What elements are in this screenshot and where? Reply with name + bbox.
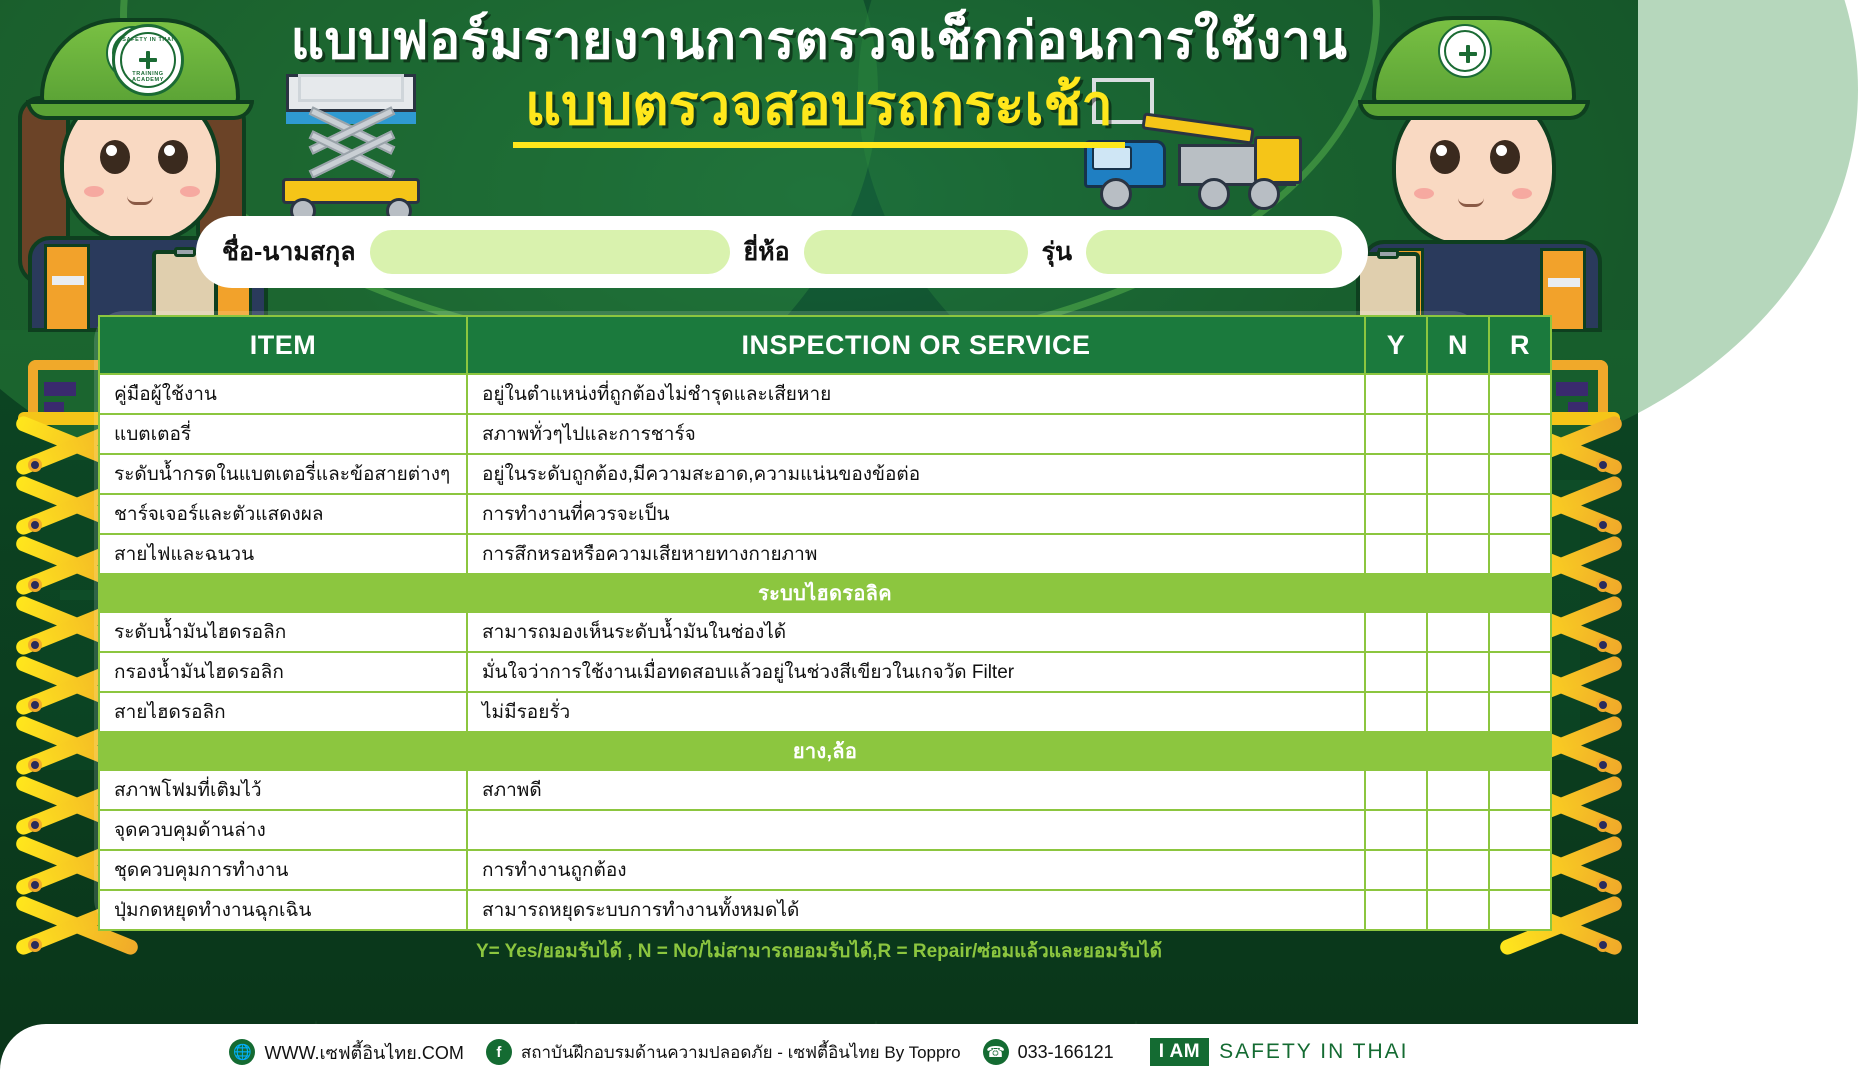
phone-text: 033-166121	[1017, 1041, 1114, 1062]
logo-bottom-text: TRAINING ACADEMY	[131, 71, 164, 83]
title-block	[0, 14, 1638, 148]
brand-label: ยี่ห้อ	[743, 238, 790, 266]
cell-item: คู่มือผู้ใช้งาน	[99, 374, 467, 414]
facebook-item[interactable]	[486, 1039, 961, 1066]
table-row	[99, 534, 1551, 574]
cell-inspection	[467, 810, 1365, 850]
brand-name-text: SAFETY IN THAI	[1219, 1040, 1409, 1063]
cell-item: ชาร์จเจอร์และตัวแสดงผล	[99, 494, 467, 534]
checkbox-cell-r[interactable]	[1489, 612, 1551, 652]
cell-inspection: ไม่มีรอยรั่ว	[467, 692, 1365, 732]
table-row	[99, 652, 1551, 692]
globe-icon: 🌐	[229, 1039, 255, 1065]
table-row	[99, 890, 1551, 930]
cell-inspection: การทำงานที่ควรจะเป็น	[467, 494, 1365, 534]
checkbox-cell-n[interactable]	[1427, 770, 1489, 810]
checkbox-cell-r[interactable]	[1489, 414, 1551, 454]
cell-inspection: สามารถมองเห็นระดับน้ำมันในช่องได้	[467, 612, 1365, 652]
checklist-card	[98, 315, 1530, 925]
brand-box-text: I AM	[1150, 1038, 1209, 1066]
phone-item[interactable]	[983, 1039, 1114, 1065]
safety-in-thai-logo	[112, 24, 184, 96]
identification-bar	[196, 216, 1368, 288]
column-header-n: N	[1427, 316, 1489, 374]
checkbox-cell-n[interactable]	[1427, 494, 1489, 534]
medical-cross-icon	[139, 51, 157, 69]
checkbox-cell-y[interactable]	[1365, 652, 1427, 692]
facebook-icon: f	[486, 1039, 512, 1065]
inspection-checklist-table	[98, 315, 1552, 931]
table-header	[99, 316, 1551, 374]
cell-inspection: มั่นใจว่าการใช้งานเมื่อทดสอบแล้วอยู่ในช่วงสีเขียวในเกจวัด Filter	[467, 652, 1365, 692]
cell-item: สายไฮดรอลิก	[99, 692, 467, 732]
checkbox-cell-y[interactable]	[1365, 612, 1427, 652]
column-header-r: R	[1489, 316, 1551, 374]
footer-bar	[0, 1024, 1638, 1080]
checkbox-cell-n[interactable]	[1427, 890, 1489, 930]
checkbox-cell-n[interactable]	[1427, 612, 1489, 652]
cell-inspection: การสึกหรอหรือความเสียหายทางกายภาพ	[467, 534, 1365, 574]
checkbox-cell-y[interactable]	[1365, 454, 1427, 494]
checkbox-cell-r[interactable]	[1489, 692, 1551, 732]
logo-top-text: SAFETY IN THAI	[122, 37, 174, 43]
table-body	[99, 374, 1551, 930]
checkbox-cell-n[interactable]	[1427, 374, 1489, 414]
table-row	[99, 494, 1551, 534]
checkbox-cell-n[interactable]	[1427, 652, 1489, 692]
page-title-line2: แบบตรวจสอบรถกระเช้า	[513, 75, 1125, 148]
table-row	[99, 454, 1551, 494]
column-header-item: ITEM	[99, 316, 467, 374]
cell-item: ชุดควบคุมการทำงาน	[99, 850, 467, 890]
checkbox-cell-y[interactable]	[1365, 534, 1427, 574]
checkbox-cell-y[interactable]	[1365, 414, 1427, 454]
table-row	[99, 770, 1551, 810]
model-label: รุ่น	[1041, 238, 1073, 266]
cell-item: ปุ่มกดหยุดทำงานฉุกเฉิน	[99, 890, 467, 930]
table-row	[99, 810, 1551, 850]
facebook-text: สถาบันฝึกอบรมด้านความปลอดภัย - เซฟตี้อินไทย By Toppro	[520, 1042, 961, 1062]
cell-inspection: อยู่ในระดับถูกต้อง,มีความสะอาด,ความแน่นของข้อต่อ	[467, 454, 1365, 494]
brand-input[interactable]	[804, 230, 1028, 274]
name-input[interactable]	[370, 230, 730, 274]
table-section-row	[99, 574, 1551, 612]
phone-icon: ☎	[983, 1039, 1009, 1065]
checkbox-cell-n[interactable]	[1427, 534, 1489, 574]
name-label: ชื่อ-นามสกุล	[222, 238, 356, 266]
table-header-row	[99, 316, 1551, 374]
checkbox-cell-y[interactable]	[1365, 770, 1427, 810]
checkbox-cell-y[interactable]	[1365, 890, 1427, 930]
checkbox-cell-y[interactable]	[1365, 692, 1427, 732]
section-label: ยาง,ล้อ	[99, 732, 1551, 770]
checkbox-cell-n[interactable]	[1427, 810, 1489, 850]
checkbox-cell-r[interactable]	[1489, 770, 1551, 810]
cell-inspection: สภาพทั่วๆไปและการชาร์จ	[467, 414, 1365, 454]
column-header-inspection: INSPECTION OR SERVICE	[467, 316, 1365, 374]
checkbox-cell-y[interactable]	[1365, 850, 1427, 890]
table-row	[99, 692, 1551, 732]
brand-lockup	[1150, 1038, 1409, 1066]
cell-item: สภาพโฟมที่เติมไว้	[99, 770, 467, 810]
column-header-y: Y	[1365, 316, 1427, 374]
checkbox-cell-r[interactable]	[1489, 850, 1551, 890]
section-label: ระบบไฮดรอลิค	[99, 574, 1551, 612]
table-row	[99, 374, 1551, 414]
cell-inspection: สภาพดี	[467, 770, 1365, 810]
cell-item: สายไฟและฉนวน	[99, 534, 467, 574]
checkbox-cell-r[interactable]	[1489, 534, 1551, 574]
checkbox-cell-r[interactable]	[1489, 810, 1551, 850]
checkbox-cell-n[interactable]	[1427, 414, 1489, 454]
cell-item: ระดับน้ำกรดในแบตเตอรี่และข้อสายต่างๆ	[99, 454, 467, 494]
checkbox-cell-r[interactable]	[1489, 454, 1551, 494]
page-title-line1: แบบฟอร์มรายงานการตรวจเช็กก่อนการใช้งาน	[290, 12, 1348, 70]
cell-inspection: การทำงานถูกต้อง	[467, 850, 1365, 890]
checkbox-cell-n[interactable]	[1427, 850, 1489, 890]
checkbox-cell-r[interactable]	[1489, 374, 1551, 414]
checkbox-cell-n[interactable]	[1427, 454, 1489, 494]
table-section-row	[99, 732, 1551, 770]
cell-item: จุดควบคุมด้านล่าง	[99, 810, 467, 850]
checkbox-cell-r[interactable]	[1489, 494, 1551, 534]
cell-item: กรองน้ำมันไฮดรอลิก	[99, 652, 467, 692]
website-text: WWW.เซฟตี้อินไทย.COM	[264, 1042, 464, 1063]
cell-inspection: อยู่ในตำแหน่งที่ถูกต้องไม่ชำรุดและเสียหาย	[467, 374, 1365, 414]
website-item[interactable]	[229, 1038, 463, 1067]
checkbox-cell-n[interactable]	[1427, 692, 1489, 732]
table-row	[99, 612, 1551, 652]
checkbox-cell-r[interactable]	[1489, 652, 1551, 692]
cell-inspection: สามารถหยุดระบบการทำงานทั้งหมดได้	[467, 890, 1365, 930]
checkbox-cell-r[interactable]	[1489, 890, 1551, 930]
checkbox-cell-y[interactable]	[1365, 494, 1427, 534]
checkbox-cell-y[interactable]	[1365, 374, 1427, 414]
legend-text: Y= Yes/ยอมรับได้ , N = No/ไม่สามารถยอมรับได้,R = Repair/ซ่อมแล้วและยอมรับได้	[475, 941, 1163, 962]
cell-item: ระดับน้ำมันไฮดรอลิก	[99, 612, 467, 652]
cell-item: แบตเตอรี่	[99, 414, 467, 454]
table-row	[99, 850, 1551, 890]
table-row	[99, 414, 1551, 454]
checkbox-cell-y[interactable]	[1365, 810, 1427, 850]
model-input[interactable]	[1086, 230, 1342, 274]
